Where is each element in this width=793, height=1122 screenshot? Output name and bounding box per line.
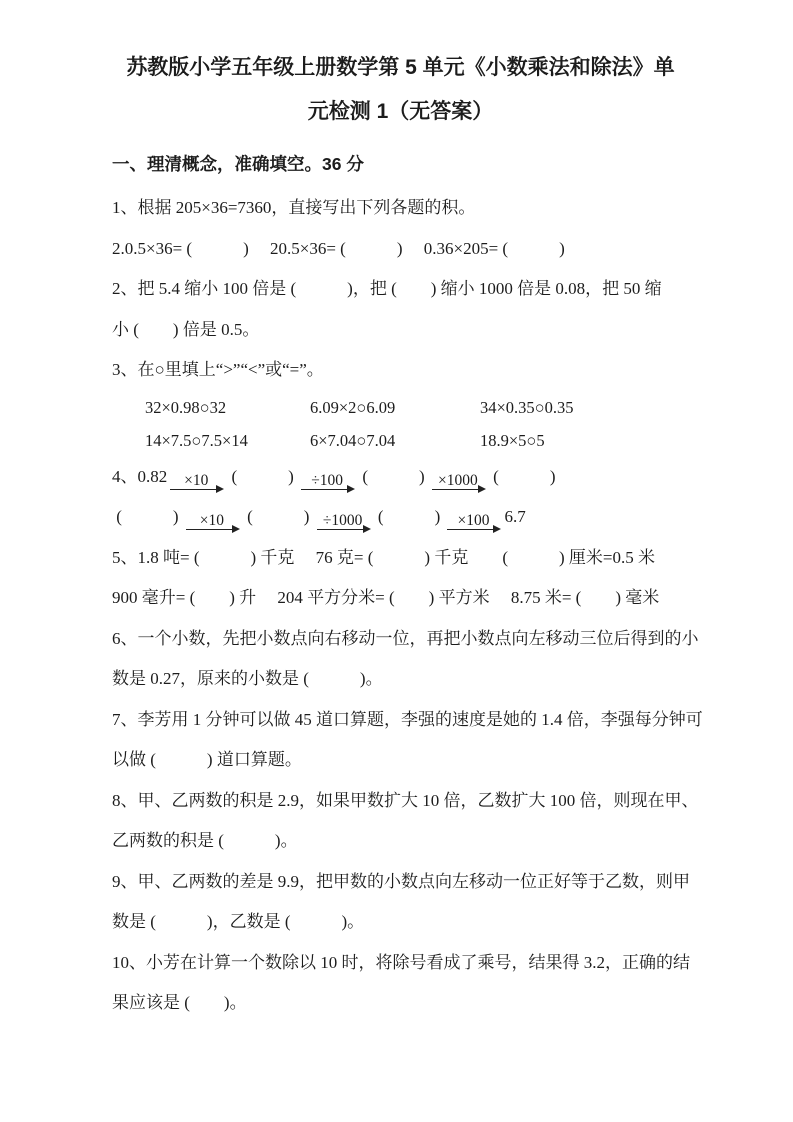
q3-item-6: 18.9×5○5 [480,430,545,450]
arrow-shaft [447,529,499,536]
question-8-line-1: 8、甲、乙两数的积是 2.9，如果甲数扩大 10 倍，乙数扩大 100 倍，则现在甲、 [112,790,699,810]
question-6-line-2: 数是 0.27，原来的小数是 ( )。 [112,669,383,688]
arrow-shaft [170,489,222,496]
multiply-100-arrow: ×100 [447,512,499,536]
question-7-line-2: 以做 ( ) 道口算题。 [112,750,302,769]
section-1-heading: 一、理清概念，准确填空。36 分 [112,154,364,174]
q3-item-5: 6×7.04○7.04 [310,430,396,450]
q4-blank-6: ( ) [373,507,445,526]
question-5-line-2: 900 毫升= ( ) 升 204 平方分米= ( ) 平方米 8.75 米= ( ) 毫米 [112,588,660,607]
question-4-row-2 [112,497,689,538]
q3-item-2: 6.09×2○6.09 [310,397,396,417]
question-4-row-1 [112,457,689,498]
question-7-line-1: 7、李芳用 1 分钟可以做 45 道口算题，李强的速度是她的 1.4 倍，李强每分钟可 [112,709,703,729]
arrow-shaft [186,529,238,536]
page-title-line-2: 元检测 1（无答案） [307,100,494,123]
question-3-comparison-table [145,391,689,457]
arrow-shaft [301,489,353,496]
q3-item-4: 14×7.5○7.5×14 [145,430,248,450]
question-9-line-1: 9、甲、乙两数的差是 9.9，把甲数的小数点向左移动一位正好等于乙数，则甲 [112,871,690,891]
question-9-line-2: 数是 ( )，乙数是 ( )。 [112,912,365,931]
question-3-intro: 3、在○里填上“>”“<”或“=”。 [112,360,324,379]
question-8-line-2: 乙两数的积是 ( )。 [112,831,298,850]
divide-1000-arrow: ÷1000 [317,512,369,536]
arrow-shaft [317,529,369,536]
page-title [112,46,689,134]
question-1-line-2: 2.0.5×36= ( ) 20.5×36= ( ) 0.36×205= ( ) [112,238,565,258]
arrow-shaft [432,489,484,496]
q4-number: 4、 [112,466,138,486]
q3-item-3: 34×0.35○0.35 [480,397,574,417]
multiply-1000-arrow: ×1000 [432,472,484,496]
question-2-line-2: 小 ( ) 倍是 0.5。 [112,319,260,339]
q4-blank-1: ( ) [227,466,299,486]
divide-100-arrow: ÷100 [301,472,353,496]
multiply-10-arrow: ×10 [186,512,238,536]
question-10-line-1: 10、小芳在计算一个数除以 10 时，将除号看成了乘号，结果得 3.2，正确的结 [112,952,690,972]
question-6-line-1: 6、一个小数，先把小数点向右移动一位，再把小数点向左移动三位后得到的小 [112,628,699,648]
page-title-line-1: 苏教版小学五年级上册数学第 5 单元《小数乘法和除法》单 [126,56,675,79]
q3-item-1: 32×0.98○32 [145,397,227,417]
q4-blank-4: ( ) [112,507,183,526]
question-2-line-1: 2、把 5.4 缩小 100 倍是 ( )，把 ( ) 缩小 1000 倍是 0.08，把 50 缩 [112,279,662,298]
q4-blank-2: ( ) [358,466,429,486]
question-5-line-1: 5、1.8 吨= ( ) 千克 76 克= ( ) 千克 ( ) 厘米=0.5 米 [112,547,655,567]
q4-end-value: 6.7 [504,507,526,526]
q4-blank-3: ( ) [488,466,556,486]
multiply-10-arrow: ×10 [170,472,222,496]
question-1-line-1: 1、根据 205×36=7360，直接写出下列各题的积。 [112,198,476,217]
q4-start-value: 0.82 [137,466,168,486]
q4-blank-5: ( ) [242,507,314,526]
question-10-line-2: 果应该是 ( )。 [112,993,247,1012]
